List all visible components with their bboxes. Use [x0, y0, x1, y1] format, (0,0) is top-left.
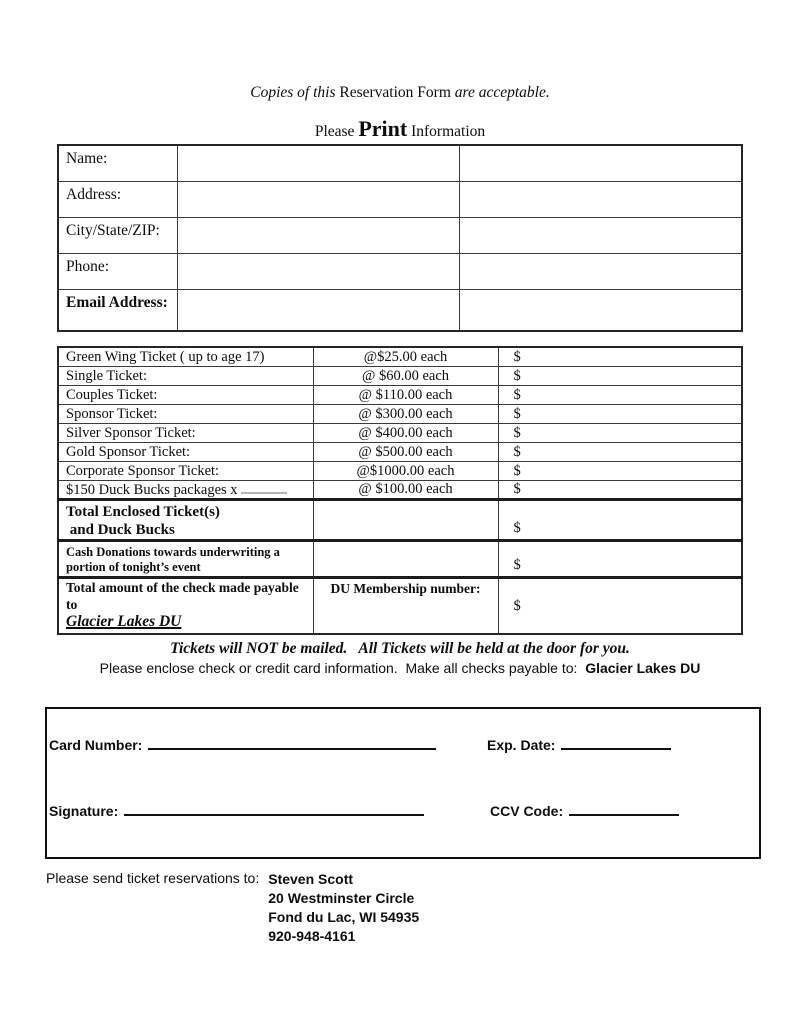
ticket-amount-cell[interactable]: $ — [498, 404, 742, 423]
address-input-cell-right[interactable] — [459, 181, 742, 217]
city-state-zip-input-cell[interactable] — [177, 217, 459, 253]
signature-label: Signature: — [49, 803, 119, 819]
email-input-cell[interactable] — [177, 289, 459, 331]
cash-donations-row — [58, 540, 742, 577]
contact-row-email — [58, 289, 742, 331]
ticket-amount-cell[interactable]: $ — [498, 423, 742, 442]
recipient-address-block — [268, 870, 419, 946]
name-input-cell-right[interactable] — [459, 145, 742, 181]
check-total-amount-cell[interactable]: $ — [498, 577, 742, 634]
card-number-label: Card Number: — [49, 737, 143, 753]
ticket-price: @ $110.00 each — [313, 385, 498, 404]
recipient-name: Steven Scott — [268, 871, 354, 887]
ticket-label: Gold Sponsor Ticket: — [58, 442, 313, 461]
ticket-price: @ $60.00 each — [313, 366, 498, 385]
total-enclosed-line1: Total Enclosed Ticket(s) — [66, 503, 220, 520]
recipient-street: 20 Westminster Circle — [268, 890, 415, 906]
email-input-cell-right[interactable] — [459, 289, 742, 331]
ticket-row-sponsor — [58, 404, 742, 423]
city-state-zip-label: City/State/ZIP: — [58, 217, 177, 253]
ticket-price: @$25.00 each — [313, 347, 498, 366]
ticket-row-duck-bucks — [58, 480, 742, 499]
ticket-amount-cell[interactable]: $ — [498, 480, 742, 499]
mailing-instructions — [46, 870, 419, 946]
send-reservations-label: Please send ticket reservations to: — [46, 870, 260, 886]
phone-input-cell-right[interactable] — [459, 253, 742, 289]
glacier-lakes-du-name: Glacier Lakes DU — [66, 612, 182, 630]
ticket-amount-cell[interactable]: $ — [498, 442, 742, 461]
ticket-label: Sponsor Ticket: — [58, 404, 313, 423]
name-label: Name: — [58, 145, 177, 181]
total-enclosed-line2: and Duck Bucks — [66, 521, 175, 538]
print-heading-pre: Please — [314, 123, 359, 140]
city-state-zip-input-cell-right[interactable] — [459, 217, 742, 253]
ticket-label: Green Wing Ticket ( up to age 17) — [58, 347, 313, 366]
check-total-label-text: Total amount of the check made payable to — [66, 579, 299, 612]
cash-donations-amount-cell[interactable]: $ — [498, 540, 742, 577]
contact-row-address — [58, 181, 742, 217]
print-heading-emphasis: Print — [358, 116, 408, 141]
check-total-row — [58, 577, 742, 634]
copies-note-normal: Reservation Form — [339, 84, 455, 101]
recipient-city-state-zip: Fond du Lac, WI 54935 — [268, 909, 420, 925]
ticket-price: @ $500.00 each — [313, 442, 498, 461]
duck-bucks-quantity-blank[interactable] — [241, 481, 287, 494]
ticket-amount-cell[interactable]: $ — [498, 366, 742, 385]
ticket-price: @$1000.00 each — [313, 461, 498, 480]
ticket-price: @ $100.00 each — [313, 480, 498, 499]
ticket-pricing-table — [57, 346, 743, 635]
copies-note-italic2: are acceptable. — [454, 84, 550, 101]
ticket-label: Silver Sponsor Ticket: — [58, 423, 313, 442]
exp-date-field — [487, 737, 671, 753]
total-enclosed-row — [58, 499, 742, 540]
ticket-price: @ $400.00 each — [313, 423, 498, 442]
total-enclosed-label — [58, 499, 313, 540]
du-membership-label: DU Membership number: — [330, 580, 481, 596]
credit-card-box — [45, 707, 761, 859]
ccv-code-field — [490, 803, 679, 819]
exp-date-blank[interactable] — [561, 738, 671, 750]
address-input-cell[interactable] — [177, 181, 459, 217]
copies-note — [0, 84, 800, 102]
phone-label: Phone: — [58, 253, 177, 289]
cash-donations-label — [58, 540, 313, 577]
ticket-amount-cell[interactable]: $ — [498, 347, 742, 366]
contact-row-phone — [58, 253, 742, 289]
duck-bucks-label: $150 Duck Bucks packages x — [66, 481, 238, 498]
contact-row-name — [58, 145, 742, 181]
enclose-check-text: Please enclose check or credit card information. Make all checks payable to: — [99, 660, 586, 676]
payable-to-name: Glacier Lakes DU — [585, 660, 701, 676]
card-number-field — [49, 737, 436, 753]
ticket-row-silver-sponsor — [58, 423, 742, 442]
signature-blank[interactable] — [124, 804, 424, 816]
ticket-amount-cell[interactable]: $ — [498, 385, 742, 404]
ticket-row-corporate-sponsor — [58, 461, 742, 480]
print-heading — [0, 116, 800, 145]
enclose-check-notice — [0, 660, 800, 676]
ticket-row-green-wing — [58, 347, 742, 366]
ticket-label: Single Ticket: — [58, 366, 313, 385]
ticket-row-gold-sponsor — [58, 442, 742, 461]
ccv-code-label: CCV Code: — [490, 803, 564, 819]
recipient-phone: 920-948-4161 — [268, 928, 356, 944]
cash-donations-line1: Cash Donations towards underwriting a — [66, 544, 280, 559]
contact-row-city-state-zip — [58, 217, 742, 253]
ticket-price: @ $300.00 each — [313, 404, 498, 423]
email-label: Email Address: — [58, 289, 177, 331]
phone-input-cell[interactable] — [177, 253, 459, 289]
ticket-label: Corporate Sponsor Ticket: — [58, 461, 313, 480]
tickets-not-mailed-notice: Tickets will NOT be mailed. All Tickets will be held at the door for you. — [170, 640, 630, 657]
ccv-code-blank[interactable] — [569, 804, 679, 816]
ticket-label — [58, 480, 313, 499]
card-number-blank[interactable] — [148, 738, 436, 750]
cash-donations-middle-cell[interactable] — [313, 540, 498, 577]
name-input-cell[interactable] — [177, 145, 459, 181]
ticket-row-single — [58, 366, 742, 385]
check-total-label — [58, 577, 313, 634]
contact-info-table — [57, 144, 743, 332]
cash-donations-line2: portion of tonight’s event — [66, 559, 201, 574]
print-heading-post: Information — [407, 123, 486, 140]
ticket-label: Couples Ticket: — [58, 385, 313, 404]
total-enclosed-middle-cell[interactable] — [313, 499, 498, 540]
copies-note-italic1: Copies of this — [250, 84, 340, 101]
exp-date-label: Exp. Date: — [487, 737, 556, 753]
address-label: Address: — [58, 181, 177, 217]
ticket-amount-cell[interactable]: $ — [498, 461, 742, 480]
ticket-row-couples — [58, 385, 742, 404]
signature-field — [49, 803, 424, 819]
du-membership-cell[interactable] — [313, 577, 498, 634]
total-enclosed-amount-cell[interactable]: $ — [498, 499, 742, 540]
